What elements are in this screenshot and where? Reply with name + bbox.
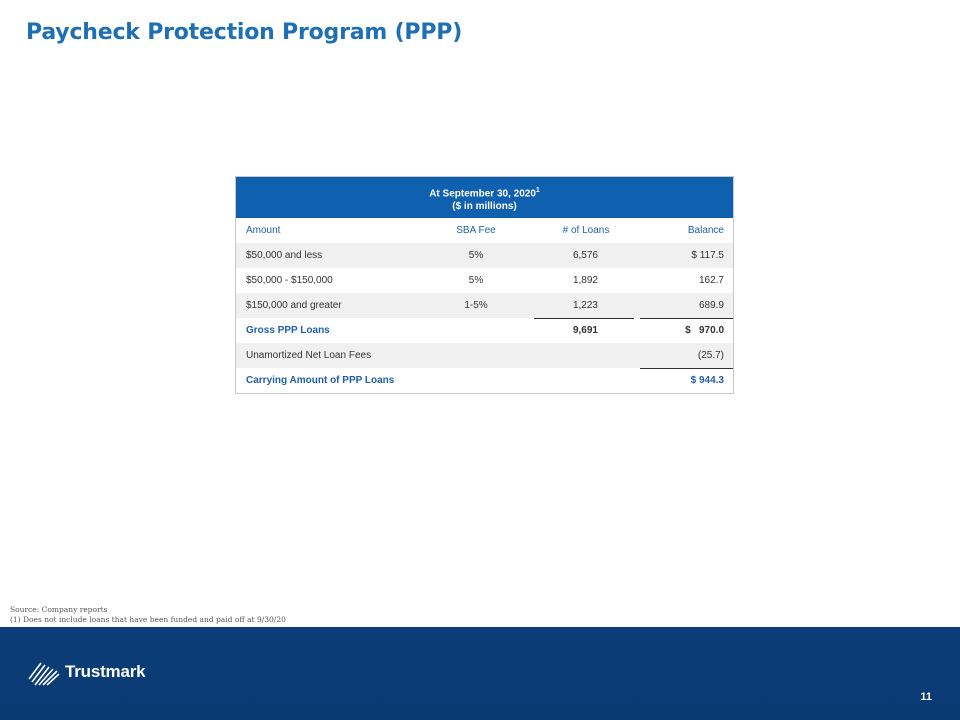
cell-loans: 6,576: [572, 250, 598, 261]
ppp-loans-table: [235, 176, 734, 394]
footnote-line: (1) Does not include loans that have been funded and paid off at 9/30/20: [10, 615, 286, 624]
col-header-loans: # of Loans: [562, 225, 610, 236]
col-header-sba-fee: SBA Fee: [456, 225, 496, 236]
carrying-balance: $ 944.3: [690, 375, 724, 386]
carrying-amount-row: [236, 368, 733, 393]
subtotal-rule: [534, 318, 634, 319]
table-header-units: ($ in millions): [452, 201, 517, 213]
table-row: [236, 243, 733, 268]
footer-bar: [0, 627, 960, 720]
cell-balance: 162.7: [698, 275, 724, 286]
col-header-amount: Amount: [246, 225, 281, 236]
cell-fee: 5%: [468, 275, 484, 286]
total-rule: [640, 368, 733, 369]
table-column-headers: [236, 218, 733, 243]
source-line: Source: Company reports: [10, 605, 108, 614]
footnote-marker: 1: [535, 187, 540, 194]
trustmark-wordmark: Trustmark: [65, 662, 146, 681]
cell-balance: $ 117.5: [691, 250, 724, 261]
cell-loans: 1,223: [572, 300, 598, 311]
trustmark-logo: [27, 657, 145, 687]
table-row: [236, 293, 733, 318]
page-title: Paycheck Protection Program (PPP): [26, 20, 463, 45]
source-note: [10, 605, 286, 625]
gross-balance: $ 970.0: [685, 325, 724, 336]
gross-ppp-loans-row: [236, 318, 733, 343]
col-header-balance: Balance: [687, 225, 724, 236]
fees-label: Unamortized Net Loan Fees: [246, 350, 372, 361]
carrying-label: Carrying Amount of PPP Loans: [246, 375, 395, 386]
table-row: [236, 268, 733, 293]
table-header: [236, 177, 733, 218]
fees-balance: (25.7): [697, 350, 724, 361]
gross-label: Gross PPP Loans: [246, 325, 330, 336]
cell-loans: 1,892: [572, 275, 598, 286]
cell-amount: $150,000 and greater: [246, 300, 342, 311]
cell-fee: 1-5%: [464, 300, 488, 311]
table-header-date: At September 30, 2020: [429, 188, 536, 200]
subtotal-rule: [640, 318, 733, 319]
cell-fee: 5%: [468, 250, 484, 261]
cell-amount: $50,000 and less: [246, 250, 323, 261]
page-number: 11: [920, 691, 932, 703]
trustmark-logo-icon: [27, 657, 61, 687]
gross-loans: 9,691: [572, 325, 598, 336]
cell-balance: 689.9: [698, 300, 724, 311]
cell-amount: $50,000 - $150,000: [246, 275, 333, 286]
net-loan-fees-row: [236, 343, 733, 368]
